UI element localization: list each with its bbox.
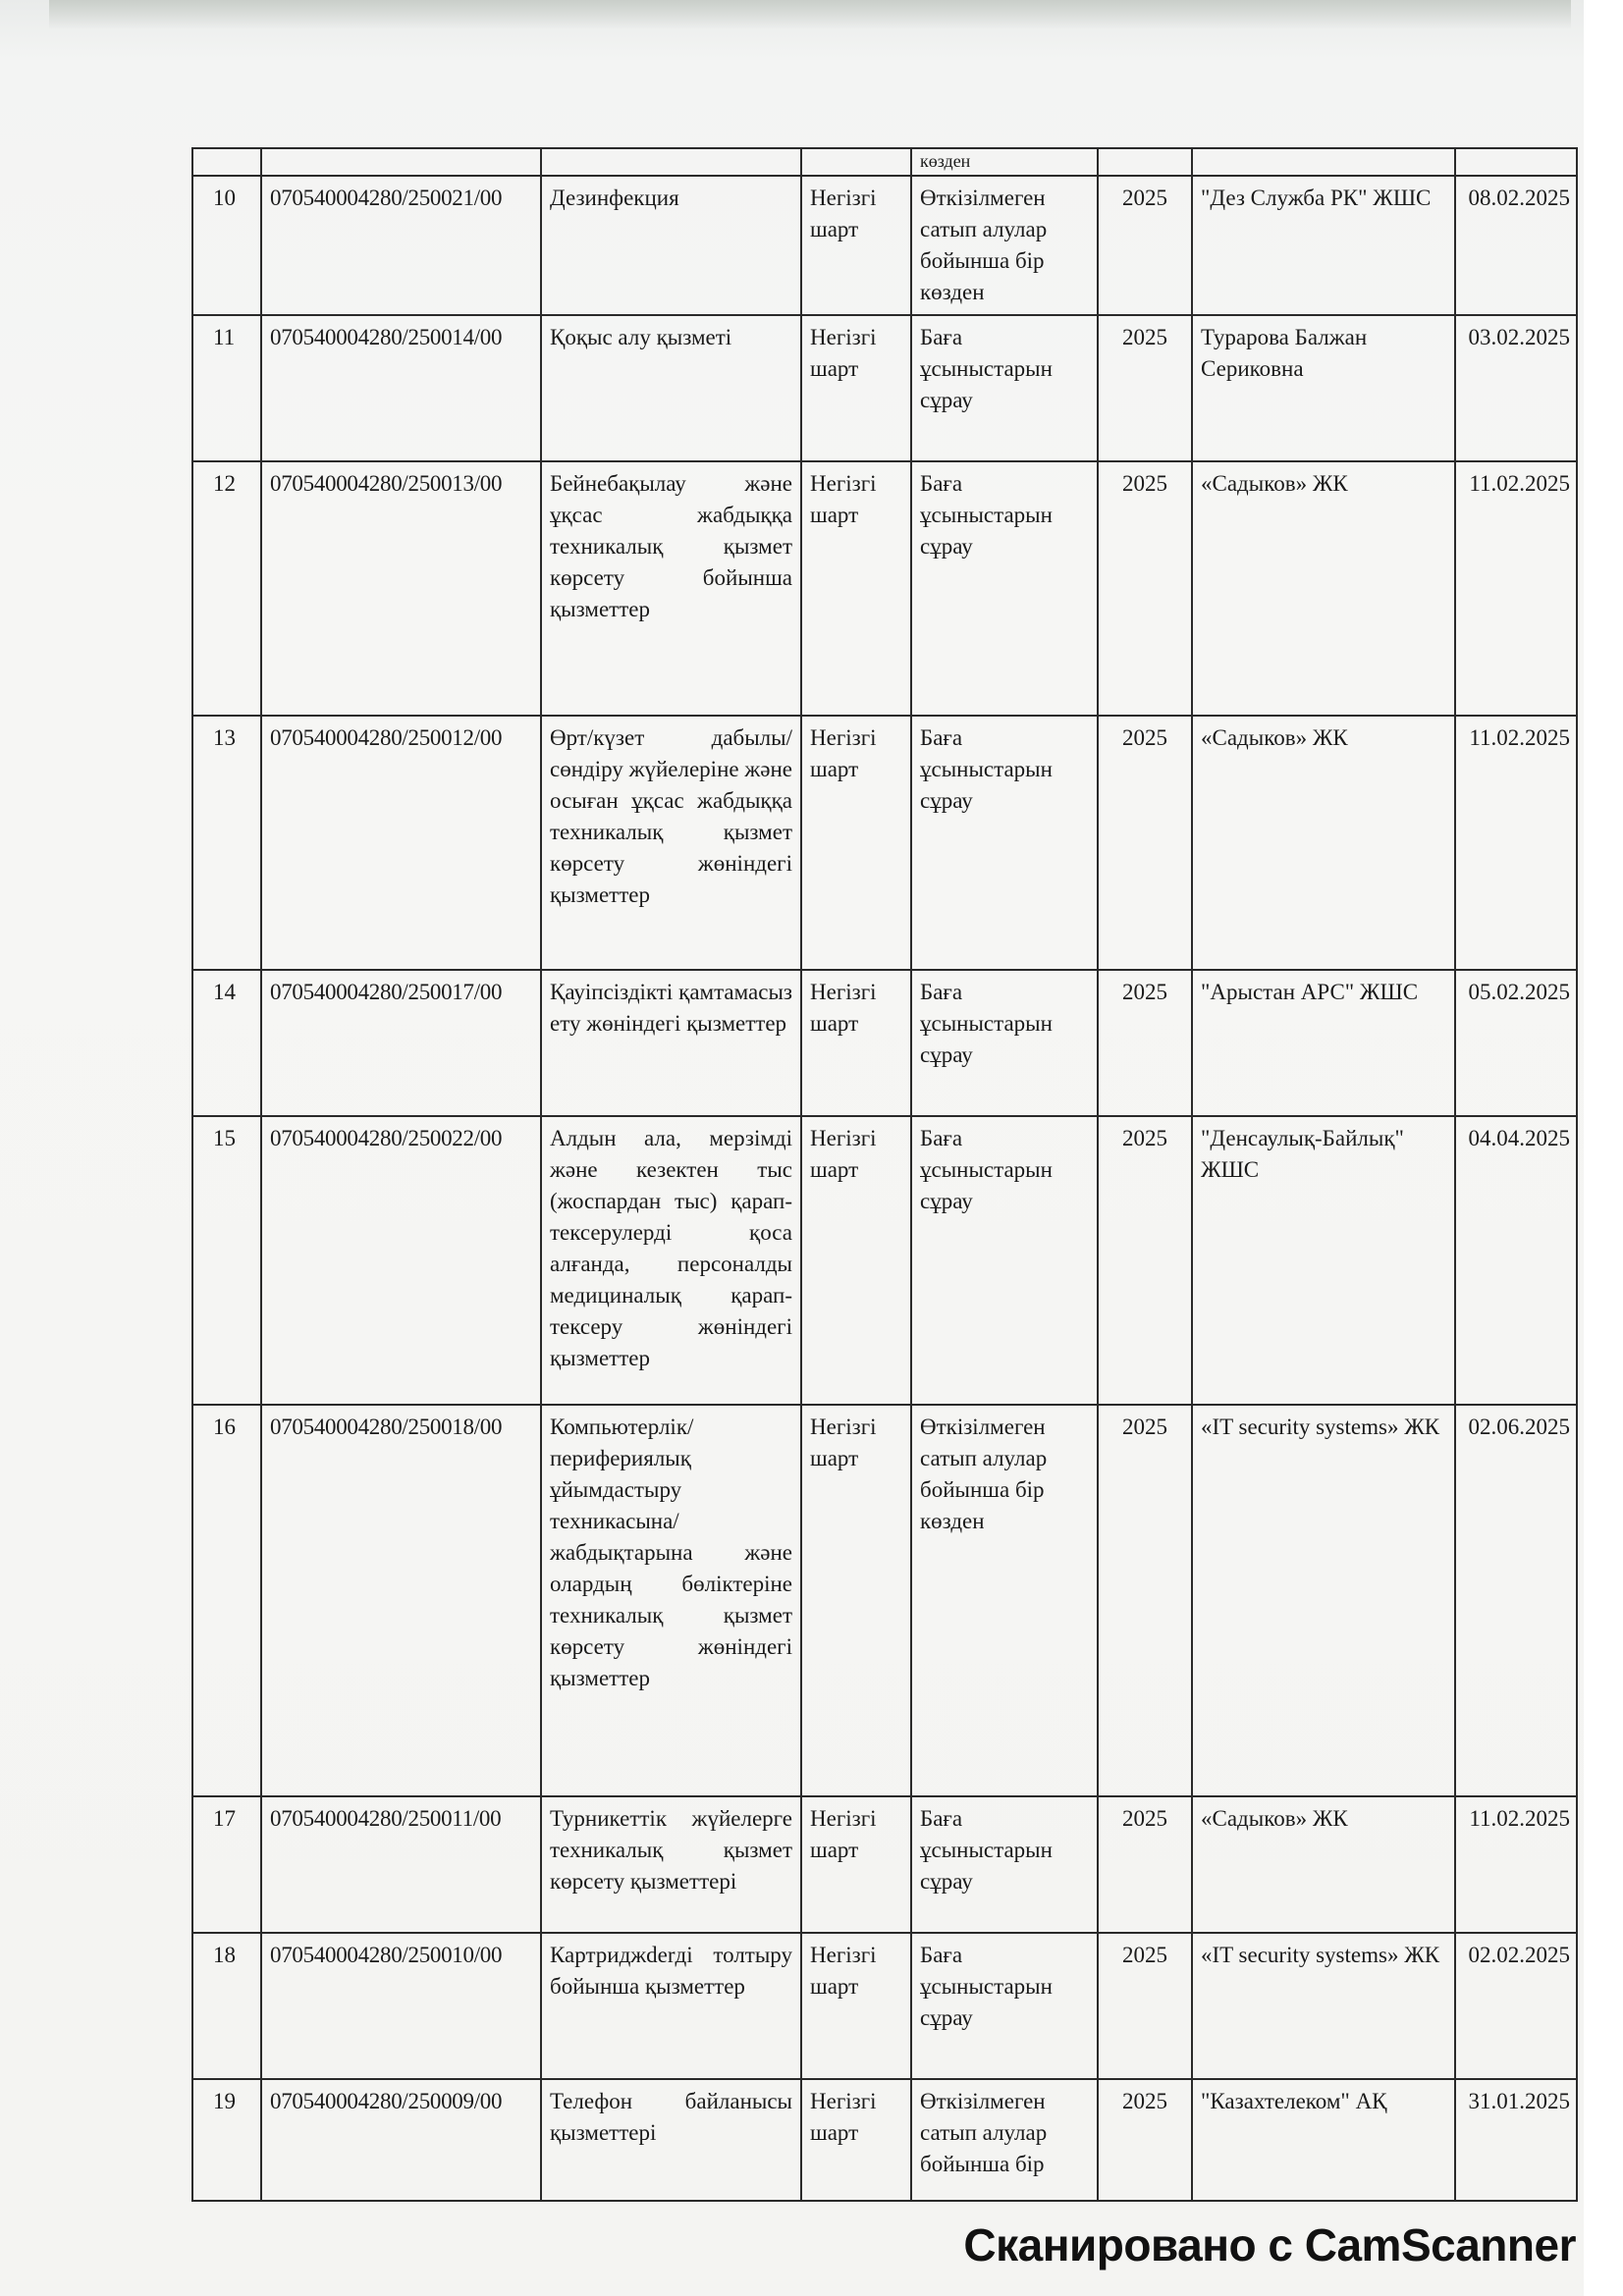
cell-num: 13 <box>192 716 261 970</box>
cell-supplier: Турарова Балжан Сериковна <box>1192 315 1455 461</box>
cell-name: Қоқыс алу қызметі <box>541 315 801 461</box>
cell-num: 11 <box>192 315 261 461</box>
cell-num: 16 <box>192 1405 261 1796</box>
table-row <box>192 461 1577 716</box>
cell-supplier: «Садыков» ЖК <box>1192 716 1455 970</box>
cell-year: 2025 <box>1098 315 1192 461</box>
cell-date: 11.02.2025 <box>1455 1796 1577 1933</box>
procurement-table <box>191 147 1578 2202</box>
table-row <box>192 1933 1577 2079</box>
cell-num: 18 <box>192 1933 261 2079</box>
cell-basis: Негізгі шарт <box>801 1405 911 1796</box>
cell-year: 2025 <box>1098 1405 1192 1796</box>
cell-date: 11.02.2025 <box>1455 461 1577 716</box>
cell-code: 070540004280/250013/00 <box>261 461 541 716</box>
cell-code: 070540004280/250009/00 <box>261 2079 541 2201</box>
method-fragment: көзден <box>911 148 1098 176</box>
cell-method: Баға ұсыныстарын сұрау <box>911 1796 1098 1933</box>
cell-method: Баға ұсыныстарын сұрау <box>911 716 1098 970</box>
cell-name: Турникеттік жүйелерге техникалық қызмет көрсету қызметтері <box>541 1796 801 1933</box>
cell-year: 2025 <box>1098 970 1192 1116</box>
cell-supplier: «IT security systems» ЖК <box>1192 1933 1455 2079</box>
cell-basis: Негізгі шарт <box>801 315 911 461</box>
cell-code: 070540004280/250022/00 <box>261 1116 541 1405</box>
table-row <box>192 716 1577 970</box>
cell-num: 12 <box>192 461 261 716</box>
cell-supplier: «IT security systems» ЖК <box>1192 1405 1455 1796</box>
table-row <box>192 1405 1577 1796</box>
table-row <box>192 176 1577 315</box>
cell-year: 2025 <box>1098 2079 1192 2201</box>
table-row <box>192 1116 1577 1405</box>
cell-code: 070540004280/250010/00 <box>261 1933 541 2079</box>
cell-method: Баға ұсыныстарын сұрау <box>911 1116 1098 1405</box>
table-body <box>192 148 1577 2201</box>
cell-basis: Негізгі шарт <box>801 970 911 1116</box>
cell-date: 03.02.2025 <box>1455 315 1577 461</box>
cell-basis: Негізгі шарт <box>801 1116 911 1405</box>
cell-code: 070540004280/250011/00 <box>261 1796 541 1933</box>
cell-year: 2025 <box>1098 1796 1192 1933</box>
cell-supplier: «Садыков» ЖК <box>1192 1796 1455 1933</box>
cell-method: Баға ұсыныстарын сұрау <box>911 315 1098 461</box>
cell-name: Алдын ала, мерзімді және кезектен тыс (жоспардан тыс) қарап-тексерулерді қоса алғанда, персоналды медициналық қарап-тексеру жөніндегі қызметтер <box>541 1116 801 1405</box>
cell-basis: Негізгі шарт <box>801 461 911 716</box>
cell-basis: Негізгі шарт <box>801 1796 911 1933</box>
cell-date: 08.02.2025 <box>1455 176 1577 315</box>
cell-code: 070540004280/250014/00 <box>261 315 541 461</box>
cell-date: 02.06.2025 <box>1455 1405 1577 1796</box>
cell-year: 2025 <box>1098 716 1192 970</box>
cell-date: 31.01.2025 <box>1455 2079 1577 2201</box>
cell-name: Телефон байланысы қызметтері <box>541 2079 801 2201</box>
cell-name: Картриджderді толтыру бойынша қызметтер <box>541 1933 801 2079</box>
cell-code: 070540004280/250017/00 <box>261 970 541 1116</box>
cell-method: Өткізілмеген сатып алулар бойынша бір <box>911 2079 1098 2201</box>
cell-code: 070540004280/250012/00 <box>261 716 541 970</box>
cell-year: 2025 <box>1098 176 1192 315</box>
cell-supplier: "Дез Служба РК" ЖШС <box>1192 176 1455 315</box>
cell-supplier: "Арыстан АРС" ЖШС <box>1192 970 1455 1116</box>
scan-shadow <box>49 0 1571 29</box>
cell-date: 04.04.2025 <box>1455 1116 1577 1405</box>
cell-num: 10 <box>192 176 261 315</box>
cell-method: Баға ұсыныстарын сұрау <box>911 461 1098 716</box>
cell-name: Дезинфекция <box>541 176 801 315</box>
cell-code: 070540004280/250018/00 <box>261 1405 541 1796</box>
cell-method: Баға ұсыныстарын сұрау <box>911 970 1098 1116</box>
cell-year: 2025 <box>1098 1116 1192 1405</box>
cell-basis: Негізгі шарт <box>801 1933 911 2079</box>
cell-name: Өрт/күзет дабылы/сөндіру жүйелеріне және осыған ұқсас жабдыққа техникалық қызмет көрсету жөніндегі қызметтер <box>541 716 801 970</box>
table-row-fragment <box>192 148 1577 176</box>
cell-basis: Негізгі шарт <box>801 2079 911 2201</box>
table-row <box>192 970 1577 1116</box>
cell-num: 14 <box>192 970 261 1116</box>
scan-edge <box>1584 0 1623 2296</box>
cell-year: 2025 <box>1098 1933 1192 2079</box>
cell-num: 19 <box>192 2079 261 2201</box>
cell-year: 2025 <box>1098 461 1192 716</box>
procurement-table-wrap <box>191 147 1576 2202</box>
cell-method: Баға ұсыныстарын сұрау <box>911 1933 1098 2079</box>
cell-date: 02.02.2025 <box>1455 1933 1577 2079</box>
cell-method: Өткізілмеген сатып алулар бойынша бір көзден <box>911 176 1098 315</box>
camscanner-watermark: Сканировано с CamScanner <box>963 2219 1576 2270</box>
cell-supplier: "Денсаулық-Байлық" ЖШС <box>1192 1116 1455 1405</box>
cell-name: Бейнебақылау және ұқсас жабдыққа техникалық қызмет көрсету бойынша қызметтер <box>541 461 801 716</box>
cell-name: Компьютерлік/перифериялық ұйымдастыру техникасына/жабдықтарына және олардың бөліктеріне техникалық қызмет көрсету жөніндегі қызметтер <box>541 1405 801 1796</box>
cell-num: 15 <box>192 1116 261 1405</box>
cell-num: 17 <box>192 1796 261 1933</box>
cell-code: 070540004280/250021/00 <box>261 176 541 315</box>
table-row <box>192 315 1577 461</box>
table-row <box>192 1796 1577 1933</box>
cell-name: Қауіпсіздікті қамтамасыз ету жөніндегі қызметтер <box>541 970 801 1116</box>
cell-method: Өткізілмеген сатып алулар бойынша бір көзден <box>911 1405 1098 1796</box>
cell-basis: Негізгі шарт <box>801 176 911 315</box>
cell-date: 05.02.2025 <box>1455 970 1577 1116</box>
cell-date: 11.02.2025 <box>1455 716 1577 970</box>
cell-supplier: «Садыков» ЖК <box>1192 461 1455 716</box>
cell-supplier: "Казахтелеком" АҚ <box>1192 2079 1455 2201</box>
cell-basis: Негізгі шарт <box>801 716 911 970</box>
table-row <box>192 2079 1577 2201</box>
